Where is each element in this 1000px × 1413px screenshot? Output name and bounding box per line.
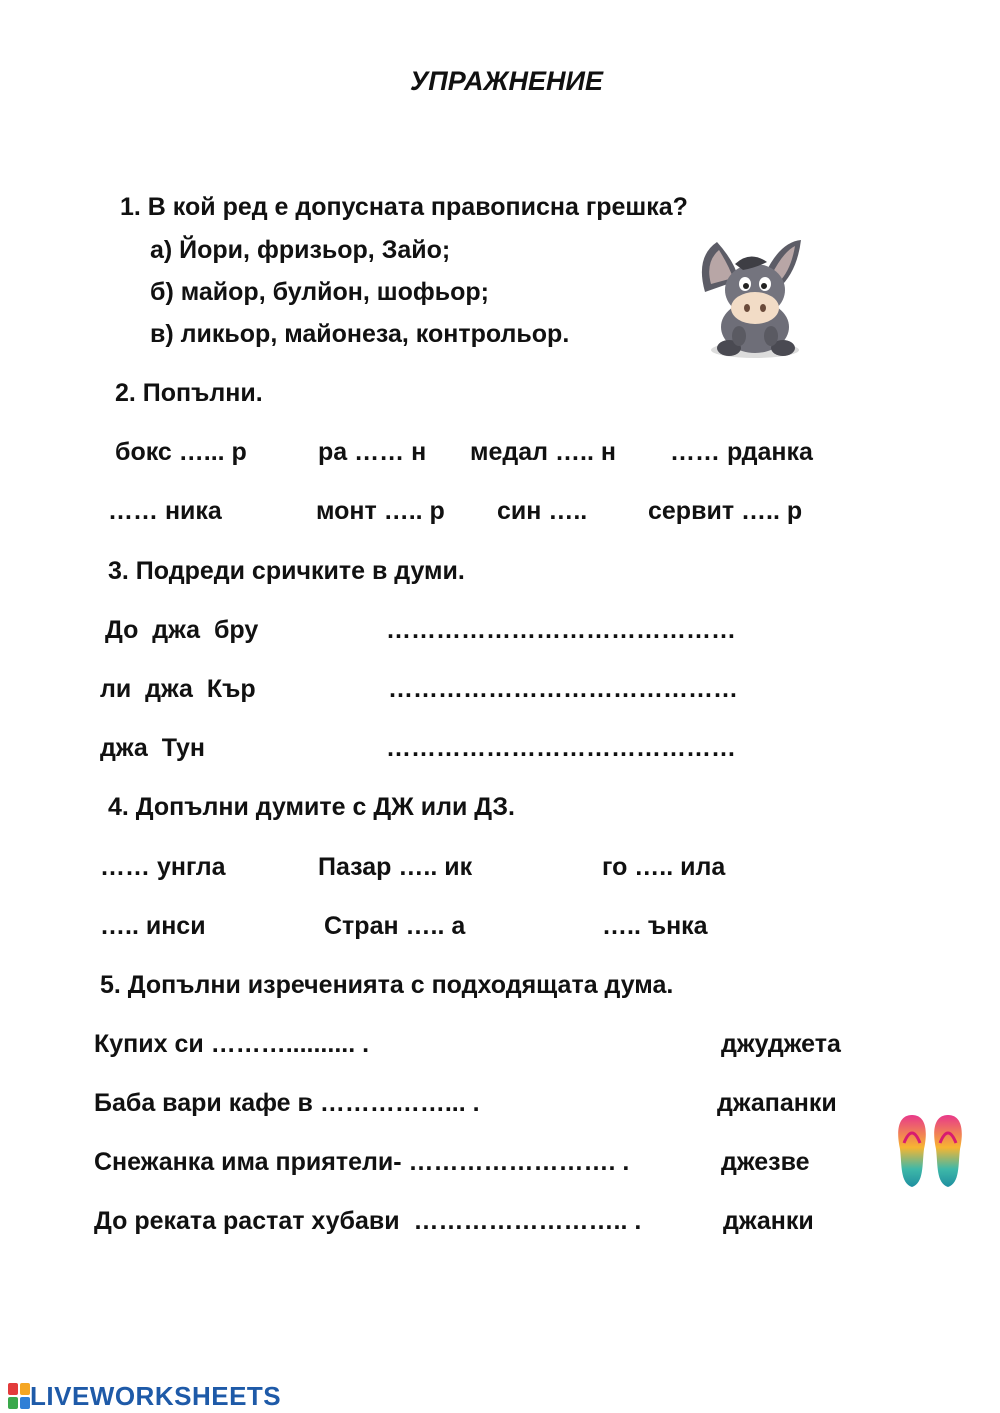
q2-word[interactable]: син ….. (497, 497, 588, 525)
q4-word[interactable]: …… унгла (100, 853, 226, 881)
q4-word[interactable]: го ….. ила (602, 853, 726, 881)
q2-word[interactable]: …… ника (108, 497, 222, 525)
q4-word[interactable]: Стран ….. а (324, 912, 466, 940)
q2-word[interactable]: бокс …... р (115, 438, 247, 466)
q5-sentence[interactable]: Баба вари кафе в ……………... . (94, 1089, 480, 1117)
q2-title: 2. Попълни. (115, 379, 263, 407)
q1-option-c[interactable]: в) ликьор, майонеза, контрольор. (150, 320, 570, 348)
q1-option-a[interactable]: а) Йори, фризьор, Зайо; (150, 236, 451, 264)
liveworksheets-logo[interactable] (8, 1380, 281, 1412)
q1-question: 1. В кой ред е допусната правописна грешка? (120, 193, 688, 221)
flip-flops-image (894, 1113, 966, 1189)
q2-word[interactable]: медал ….. н (470, 438, 616, 466)
q5-word-option[interactable]: джезве (721, 1148, 810, 1176)
q4-word[interactable]: Пазар ….. ик (318, 853, 473, 881)
q5-sentence[interactable]: Купих си ……….......... . (94, 1030, 370, 1058)
liveworksheets-logo-text: LIVEWORKSHEETS (30, 1380, 282, 1411)
q2-word[interactable]: ра …… н (318, 438, 427, 466)
q2-word[interactable]: сервит ….. р (648, 497, 803, 525)
q3-syllables: джа Тун (100, 734, 206, 762)
q2-word[interactable]: монт ….. р (316, 497, 445, 525)
q3-syllables: До джа бру (105, 616, 259, 644)
q5-sentence[interactable]: Снежанка има приятели- ……………………. . (94, 1148, 630, 1176)
q3-answer-blank[interactable]: …………………………………… (386, 616, 736, 644)
q4-word[interactable]: ….. инси (100, 912, 206, 940)
q5-word-option[interactable]: джанки (723, 1207, 814, 1235)
q3-syllables: ли джа Кър (100, 675, 256, 703)
q3-answer-blank[interactable]: …………………………………… (386, 734, 736, 762)
q3-title: 3. Подреди сричките в думи. (108, 557, 465, 585)
q3-answer-blank[interactable]: …………………………………… (388, 675, 738, 703)
page-title: УПРАЖНЕНИЕ (410, 66, 603, 96)
q1-option-b[interactable]: б) майор, булйон, шофьор; (150, 278, 490, 306)
q5-title: 5. Допълни изреченията с подходящата дума. (100, 971, 674, 999)
q5-word-option[interactable]: джуджета (721, 1030, 841, 1058)
liveworksheets-logo-icon (8, 1383, 30, 1409)
q5-word-option[interactable]: джапанки (717, 1089, 837, 1117)
q4-title: 4. Допълни думите с ДЖ или ДЗ. (108, 793, 515, 821)
q2-word[interactable]: …… рданка (670, 438, 813, 466)
q5-sentence[interactable]: До реката растат хубави …………………….. . (94, 1207, 642, 1235)
q4-word[interactable]: ….. ънка (602, 912, 708, 940)
donkey-image (695, 232, 807, 360)
